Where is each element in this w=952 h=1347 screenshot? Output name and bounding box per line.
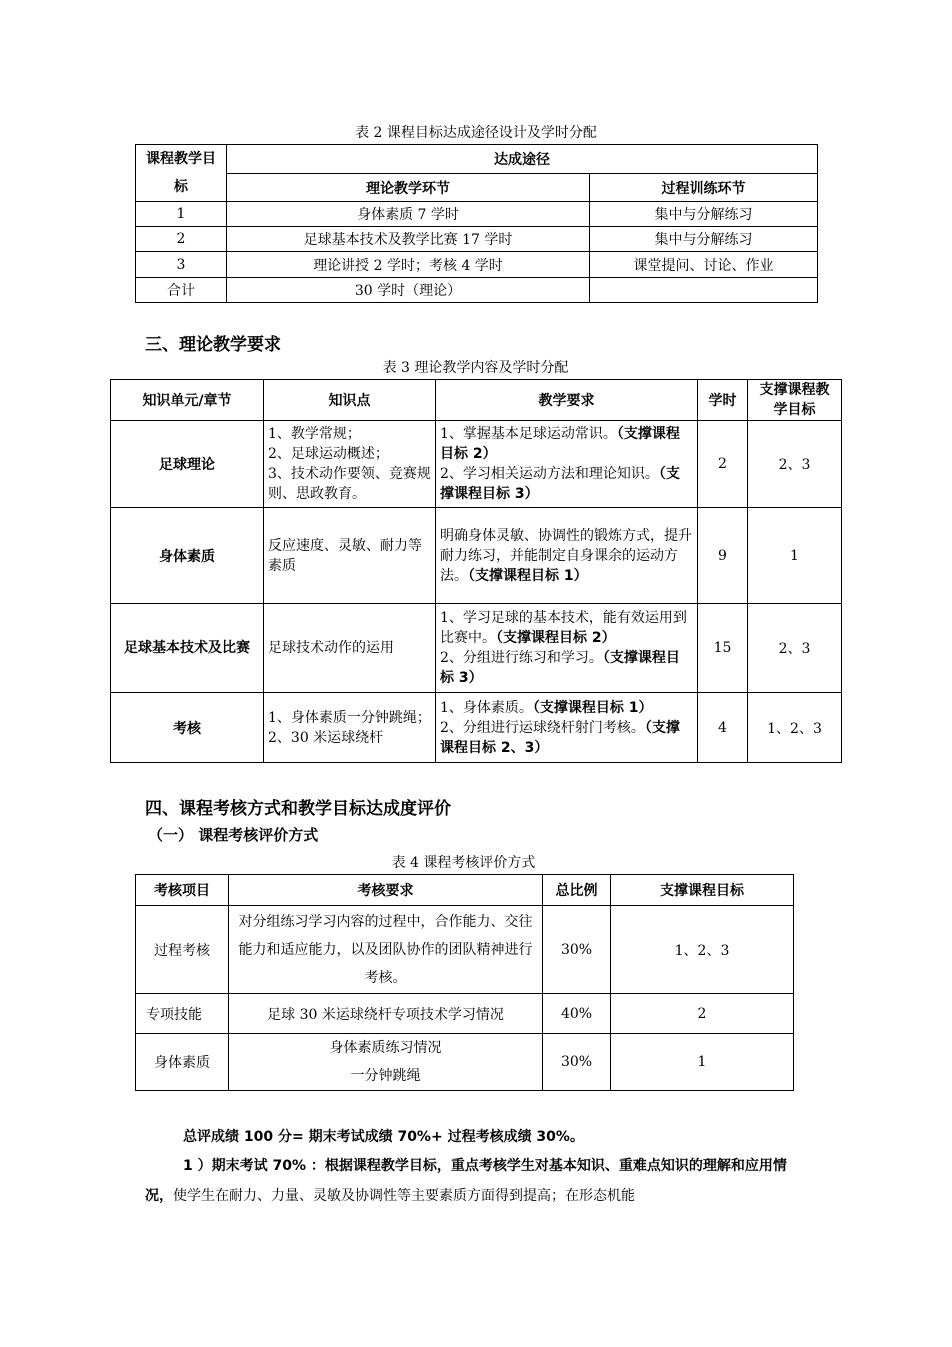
requirement-cell xyxy=(229,994,543,1034)
table-row xyxy=(136,994,794,1034)
table-header-row xyxy=(136,145,818,174)
points-cell xyxy=(264,693,436,763)
requirement-header: 教学要求 xyxy=(436,380,698,421)
table2 xyxy=(135,144,818,303)
theory-cell: 身体素质 7 学时 xyxy=(227,202,590,227)
requirement-cell xyxy=(436,604,698,693)
practice-header: 过程训练环节 xyxy=(590,174,818,202)
support-cell: 1 xyxy=(748,508,842,604)
requirement-text: 1、学习足球的基本技术，能有效运用到比赛中。 xyxy=(440,610,687,646)
total-score-line: 总评成绩 100 分= 期末考试成绩 70%+ 过程考核成绩 30%。 xyxy=(183,1129,584,1145)
section4-subheading: （一） 课程考核评价方式 xyxy=(148,826,319,844)
support-cell: 2、3 xyxy=(748,604,842,693)
support-cell: 2 xyxy=(611,994,794,1034)
item-cell: 身体素质 xyxy=(136,1034,229,1091)
point-line: 反应速度、灵敏、耐力等素质 xyxy=(268,537,422,574)
goal-cell: 2 xyxy=(136,227,227,252)
hours-cell: 2 xyxy=(698,421,748,508)
theory-cell: 足球基本技术及教学比赛 17 学时 xyxy=(227,227,590,252)
ratio-cell: 30% xyxy=(543,1034,611,1091)
point-line: 2、30 米运球绕杆 xyxy=(268,729,384,746)
requirement-cell xyxy=(436,693,698,763)
point-line: 1、教学常规； xyxy=(268,426,361,442)
ratio-cell: 30% xyxy=(543,906,611,994)
requirement-line: 足球 30 米运球绕杆专项技术学习情况 xyxy=(267,1006,504,1023)
support-cell: 1 xyxy=(611,1034,794,1091)
support-cell: 2、3 xyxy=(748,421,842,508)
point-line: 1、身体素质一分钟跳绳； xyxy=(268,709,431,726)
requirement-line: 一分钟跳绳 xyxy=(350,1068,421,1084)
requirement-item xyxy=(440,526,693,586)
requirement-item xyxy=(440,718,693,758)
requirement-cell xyxy=(229,1034,543,1091)
requirement-text: 2、分组进行练习和学习。 xyxy=(440,650,603,666)
hours-header: 学时 xyxy=(698,380,748,421)
requirement-text: 1、身体素质。 xyxy=(440,699,533,716)
final-exam-paragraph xyxy=(145,1151,813,1211)
theory-header: 理论教学环节 xyxy=(227,174,590,202)
support-tag: （支撑课程目标 1） xyxy=(468,567,588,584)
table-row xyxy=(111,604,842,693)
final-exam-bold: 1 ）期末考试 70% ：根据课程教学目标，重点考核学生对基本知识、重难点知识的理解和应用情况， xyxy=(145,1158,787,1204)
hours-cell: 9 xyxy=(698,508,748,604)
support-cell: 1、2、3 xyxy=(748,693,842,763)
unit-header: 知识单元/章节 xyxy=(111,380,264,421)
points-header: 知识点 xyxy=(264,380,436,421)
requirement-cell xyxy=(436,421,698,508)
table-header-row xyxy=(136,875,794,906)
item-cell: 过程考核 xyxy=(136,906,229,994)
total-practice-cell xyxy=(590,278,818,303)
table-header-row xyxy=(136,174,818,202)
table-header-row xyxy=(111,380,842,421)
practice-cell: 集中与分解练习 xyxy=(590,227,818,252)
hours-cell: 15 xyxy=(698,604,748,693)
table-row xyxy=(111,421,842,508)
support-tag: （支撑课程目标 2） xyxy=(496,630,616,646)
ratio-header: 总比例 xyxy=(543,875,611,906)
point-line: 2、足球运动概述； xyxy=(268,446,389,462)
table-row xyxy=(136,202,818,227)
section4-heading: 四、课程考核方式和教学目标达成度评价 xyxy=(145,799,451,819)
points-cell xyxy=(264,604,436,693)
requirement-item xyxy=(440,464,693,504)
requirement-item xyxy=(440,608,693,648)
support-header: 支撑课程教学目标 xyxy=(748,380,842,421)
point-line: 3、技术动作要领、竞赛规则、思政教育。 xyxy=(268,466,431,502)
requirement-line: 对分组练习学习内容的过程中，合作能力、交往能力和适应能力，以及团队协作的团队精神进行考核。 xyxy=(238,913,533,986)
requirement-text: 1、掌握基本足球运动常识。 xyxy=(440,426,617,442)
table3 xyxy=(110,379,842,763)
unit-cell: 考核 xyxy=(111,693,264,763)
final-exam-text: 使学生在耐力、力量、灵敏及协调性等主要素质方面得到提高；在形态机能 xyxy=(173,1188,635,1204)
goal-cell: 1 xyxy=(136,202,227,227)
item-header: 考核项目 xyxy=(136,875,229,906)
support-tag: （支撑课程目标 3） xyxy=(440,466,680,502)
table-row xyxy=(136,252,818,278)
support-tag: （支撑课程目标 2） xyxy=(440,426,680,462)
path-header: 达成途径 xyxy=(227,145,818,174)
table-row xyxy=(136,278,818,303)
goal-cell: 3 xyxy=(136,252,227,278)
requirement-item xyxy=(440,648,693,688)
table-row xyxy=(111,508,842,604)
total-label-cell: 合计 xyxy=(136,278,227,303)
table-row xyxy=(136,1034,794,1091)
requirement-item xyxy=(440,698,693,718)
practice-cell: 课堂提问、讨论、作业 xyxy=(590,252,818,278)
table2-caption: 表 2 课程目标达成途径设计及学时分配 xyxy=(355,125,597,141)
item-cell: 专项技能 xyxy=(136,994,229,1034)
table4 xyxy=(135,874,794,1091)
total-theory-cell: 30 学时（理论） xyxy=(227,278,590,303)
unit-cell: 足球基本技术及比赛 xyxy=(111,604,264,693)
requirement-text: 2、学习相关运动方法和理论知识。 xyxy=(440,466,659,482)
table-row xyxy=(136,906,794,994)
table3-caption: 表 3 理论教学内容及学时分配 xyxy=(382,360,569,376)
hours-cell: 4 xyxy=(698,693,748,763)
requirement-cell xyxy=(229,906,543,994)
support-tag: （支撑课程目标 3） xyxy=(440,650,680,686)
table-row xyxy=(111,693,842,763)
support-tag: （支撑课程目标 1） xyxy=(532,699,653,716)
support-cell: 1、2、3 xyxy=(611,906,794,994)
points-cell xyxy=(264,421,436,508)
table-row xyxy=(136,227,818,252)
table4-caption: 表 4 课程考核评价方式 xyxy=(391,855,536,871)
point-line: 足球技术动作的运用 xyxy=(268,640,394,656)
theory-cell: 理论讲授 2 学时；考核 4 学时 xyxy=(227,252,590,278)
requirement-text: 明确身体灵敏、协调性的锻炼方式，提升耐力练习，并能制定自身课余的运动方法。 xyxy=(440,527,692,584)
support-tag: （支撑课程目标 2、3） xyxy=(440,719,680,756)
practice-cell: 集中与分解练习 xyxy=(590,202,818,227)
unit-cell: 足球理论 xyxy=(111,421,264,508)
goal-header: 课程教学目标 xyxy=(136,145,227,202)
points-cell xyxy=(264,508,436,604)
unit-cell: 身体素质 xyxy=(111,508,264,604)
ratio-cell: 40% xyxy=(543,994,611,1034)
support-header: 支撑课程目标 xyxy=(611,875,794,906)
requirement-item xyxy=(440,424,693,464)
requirement-text: 2、分组进行运球绕杆射门考核。 xyxy=(440,719,645,736)
requirement-line: 身体素质练习情况 xyxy=(329,1040,442,1056)
requirement-header: 考核要求 xyxy=(229,875,543,906)
requirement-cell xyxy=(436,508,698,604)
section3-heading: 三、理论教学要求 xyxy=(145,335,281,355)
